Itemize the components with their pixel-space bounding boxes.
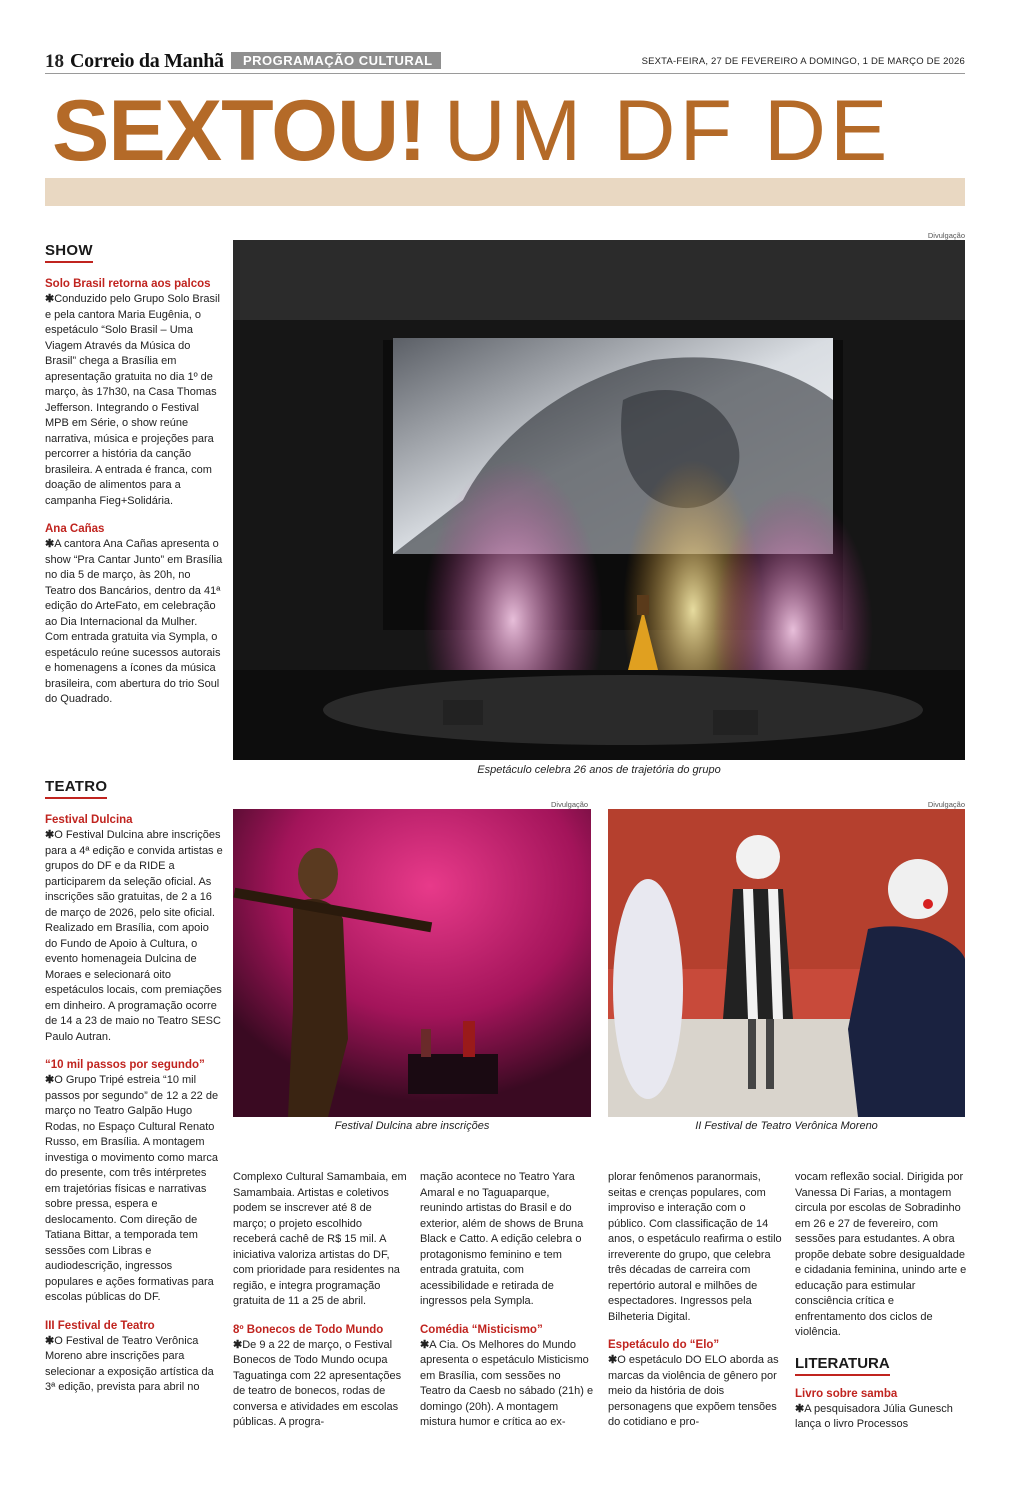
article-body: ✱A Cia. Os Melhores do Mundo apresenta o espetáculo Misticismo em Brasília, com sessões no Teatro da Caesb no sábado (21h) e domingo (20h). A montagem mistura humor e crítica ao ex- (420, 1338, 594, 1428)
article (45, 1059, 223, 1306)
article (795, 1170, 967, 1341)
article (608, 1170, 782, 1325)
article-title: Solo Brasil retorna aos palcos (45, 278, 211, 290)
article (233, 1324, 407, 1431)
article (420, 1170, 594, 1310)
photo-caption: Espetáculo celebra 26 anos de trajetória do grupo (477, 764, 721, 776)
column-3 (608, 1170, 782, 1445)
photo-credit: Divulgação (551, 800, 589, 809)
article (795, 1388, 967, 1433)
article-body: ✱Conduzido pelo Grupo Solo Brasil e pela cantora Maria Eugênia, o espetáculo “Solo Brasil – Uma Viagem Através da Música do Brasil” chega a Brasília em apresentação gratuita no dia 1º de março, às 17h30, na Casa Thomas Jefferson. Integrando o Festival MPB em Série, o show reúne narrativa, música e projeções para percorrer a história da canção brasileira. A entrada é franca, com doação de alimentos para a campanha Fieg+Solidária. (45, 293, 220, 507)
headline-band (45, 178, 965, 206)
article (45, 523, 223, 708)
headline-light: UM DF DE (443, 86, 892, 176)
article-body: ✱O Festival Dulcina abre inscrições para a 4ª edição e convida artistas e grupos do DF e da RIDE a participarem da seleção oficial. As inscrições são gratuitas, de 2 a 16 de março de 2026, pelo site oficial. Realizado em Brasília, com apoio do Fundo de Apoio à Cultura, o evento homenageia Dulcina de Moraes e selecionará oito espetáculos locais, com premiações em dinheiro. A programação ocorre de 14 a 23 de maio no Teatro SESC Paulo Autran. (45, 829, 223, 1043)
article (233, 1170, 407, 1310)
section-heading-literatura: LITERATURA (795, 1355, 890, 1376)
article-title: Espetáculo do “Elo” (608, 1339, 720, 1351)
article-body: ✱O espetáculo DO ELO aborda as marcas da violência de gênero por meio da história de dois personagens que expõem tensões do cotidiano e pro- (608, 1354, 779, 1428)
photo-caption: Festival Dulcina abre inscrições (334, 1120, 490, 1132)
headline-bold: SEXTOU! (52, 86, 426, 176)
article-title: Festival Dulcina (45, 814, 133, 826)
article-title: 8º Bonecos de Todo Mundo (233, 1323, 384, 1336)
column-1 (233, 1170, 407, 1445)
article-body: ✱O Festival de Teatro Verônica Moreno abre inscrições para selecionar a exposição artística da 3ª edição, prevista para abril no (45, 1334, 214, 1393)
article (45, 278, 223, 509)
section-heading-teatro: TEATRO (45, 778, 107, 799)
issue-date: SEXTA-FEIRA, 27 DE FEVEREIRO A DOMINGO, 1 DE MARÇO DE 2026 (641, 56, 965, 67)
article-title: III Festival de Teatro (45, 1319, 155, 1332)
headline (52, 86, 891, 176)
article-body: Complexo Cultural Samambaia, em Samambaia. Artistas e coletivos podem se inscrever até 8 de março; o projeto escolhido receberá cachê de R$ 15 mil. A iniciativa valoriza artistas do DF, com prioridade para residentes na região, e integra programação gratuita de 11 a 25 de abril. (233, 1171, 407, 1307)
column-2 (420, 1170, 594, 1445)
section-label: PROGRAMAÇÃO CULTURAL (231, 52, 441, 69)
article (45, 1320, 223, 1396)
article-title: Livro sobre samba (795, 1387, 898, 1400)
article-body: ✱A pesquisadora Júlia Gunesch lança o livro Processos (795, 1402, 953, 1430)
article-title: Comédia “Misticismo” (420, 1323, 543, 1336)
column-4 (795, 1170, 967, 1447)
photo-caption: II Festival de Teatro Verônica Moreno (695, 1120, 878, 1132)
page-number: 18 (45, 51, 64, 72)
bonecos-photo (608, 809, 965, 1117)
show-column (45, 278, 223, 722)
page-header (45, 50, 965, 74)
newspaper-name: Correio da Manhã (70, 50, 224, 72)
article-title: Ana Cañas (45, 523, 105, 535)
article-body: plorar fenômenos paranormais, seitas e crenças populares, com improviso e interação com o público. Com classificação de 14 anos, o espetáculo reafirma o estilo irreverente do grupo, que celebra três décadas de carreira com repertório autoral e milhões de espectadores. Ingressos pela Bilheteria Digital. (608, 1171, 782, 1323)
article-body: vocam reflexão social. Dirigida por Vanessa Di Farias, a montagem circula por escolas de Sobradinho em 26 e 27 de fevereiro, com sessões para estudantes. A obra propõe debate sobre desigualdade e cidadania feminina, unindo arte e educação para estimular consciência crítica e enfrentamento dos ciclos de violência. (795, 1171, 967, 1338)
article-body: ✱O Grupo Tripé estreia “10 mil passos por segundo” de 12 a 22 de março no Teatro Galpão Hugo Rodas, no Espaço Cultural Renato Russo, em Brasília. A montagem investiga o movimento como marca do presente, com três intérpretes em trajetórias físicas e narrativas sobre pressa, espera e deslocamento. Com direção de Tatiana Bittar, a temporada tem sessões com Libras e audiodescrição, ingressos populares e ações formativas para escolas públicas do DF. (45, 1074, 219, 1303)
article (608, 1339, 782, 1431)
article (420, 1324, 594, 1431)
teatro-column (45, 814, 223, 1410)
dulcina-photo (233, 809, 591, 1117)
section-heading-show: SHOW (45, 242, 93, 263)
article (45, 814, 223, 1045)
article-body: ✱De 9 a 22 de março, o Festival Bonecos de Todo Mundo ocupa Taguatinga com 22 apresentações de teatro de bonecos, rodas de conversa e atividades em escolas públicas. A progra- (233, 1338, 402, 1428)
main-photo (233, 240, 965, 760)
article-body: ✱A cantora Ana Cañas apresenta o show “Pra Cantar Junto” em Brasília no dia 5 de março, às 20h, no Teatro dos Bancários, dentro da 41ª edição do ArteFato, em celebração ao Dia Internacional da Mulher. Com entrada gratuita via Sympla, o espetáculo reúne sucessos autorais e homenagens a ícones da música brasileira, com abertura do trio Soul do Quadrado. (45, 538, 223, 705)
article-body: mação acontece no Teatro Yara Amaral e no Taguaparque, reunindo artistas do Brasil e do exterior, além de shows de Bruna Black e Catto. A edição celebra o protagonismo feminino e tem entrada gratuita, com acessibilidade e retirada de ingressos pela Sympla. (420, 1171, 584, 1307)
article-title: “10 mil passos por segundo” (45, 1059, 205, 1071)
photo-credit: Divulgação (927, 231, 965, 240)
photo-credit: Divulgação (927, 800, 965, 809)
